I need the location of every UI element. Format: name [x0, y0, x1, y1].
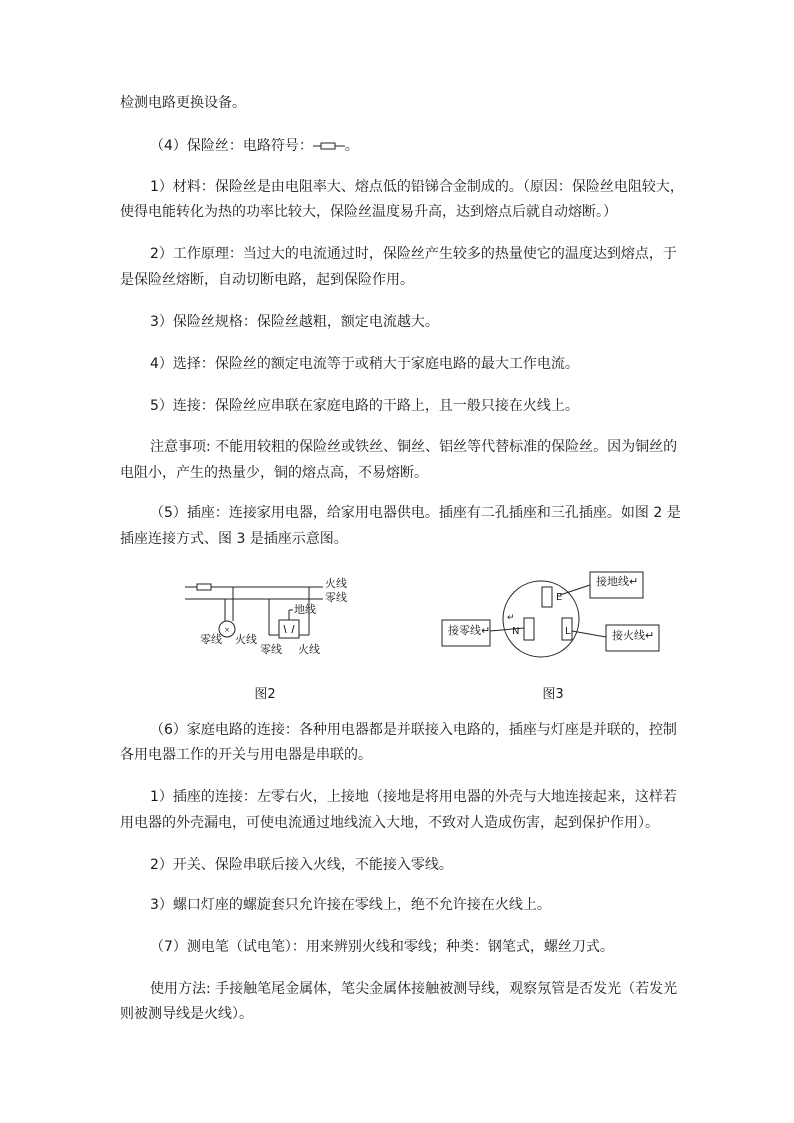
- text-line: 是保险丝熔断，自动切断电路，起到保险作用。: [120, 272, 414, 288]
- text-line: 1）材料：保险丝是由电阻率大、熔点低的铅锑合金制成的。（原因：保险丝电阻较大，: [150, 179, 684, 195]
- ground-pin-hole: [542, 587, 552, 607]
- text-line: 使得电能转化为热的功率比较大，保险丝温度易升高，达到熔点后就自动熔断。）: [120, 204, 617, 220]
- fuse-heading-end: 。: [344, 138, 359, 154]
- socket-icon: [279, 620, 299, 638]
- text-line: （7）测电笔（试电笔）：用来辨别火线和零线；种类：钢笔式，螺丝刀式。: [150, 939, 614, 955]
- text-line: 5）连接：保险丝应串联在家庭电路的干路上，且一般只接在火线上。: [150, 398, 579, 414]
- text-line: 3）保险丝规格：保险丝越粗，额定电流越大。: [150, 314, 439, 330]
- fig2-socket-neutral-label: 零线: [260, 643, 282, 656]
- fig2-lamp-neutral-label: 零线: [200, 633, 222, 646]
- fuse-heading: [150, 136, 359, 156]
- fuse-symbol-icon: [313, 140, 345, 152]
- text-line: 各用电器工作的开关与用电器是串联的。: [120, 747, 372, 763]
- text-line: 1）插座的连接：左零右火，上接地（接地是将用电器的外壳与大地连接起来，这样若: [150, 789, 677, 805]
- text-line: （6）家庭电路的连接：各种用电器都是并联接入电路的，插座与灯座是并联的，控制: [150, 722, 677, 738]
- fig2-ground-label: 地线: [294, 603, 316, 616]
- fig3-ground-label: 接地线↵: [596, 575, 639, 588]
- figure-2-caption: 图2: [254, 687, 276, 702]
- fig2-socket-live-label: 火线: [298, 643, 320, 656]
- text-line: 检测电路更换设备。: [120, 95, 246, 111]
- text-line: 2）工作原理：当过大的电流通过时，保险丝产生较多的热量使它的温度达到熔点，于: [150, 246, 677, 262]
- text-line: （5）插座：连接家用电器，给家用电器供电。插座有二孔插座和三孔插座。如图 2 是: [150, 505, 681, 521]
- text-line: 3）螺口灯座的螺旋套只允许接在零线上，绝不允许接在火线上。: [150, 897, 551, 913]
- text-line: 使用方法: 手接触笔尾金属体，笔尖金属体接触被测导线，观察氖管是否发光（若发光: [150, 981, 678, 997]
- fig3-neutral-label: 接零线↵: [448, 624, 491, 637]
- text-line: 用电器的外壳漏电，可使电流通过地线流入大地，不致对人造成伤害，起到保护作用）。: [120, 815, 659, 831]
- text-line: 2）开关、保险串联后接入火线，不能接入零线。: [150, 857, 453, 873]
- text-line: 插座连接方式、图 3 是插座示意图。: [120, 531, 348, 547]
- fuse-heading-text: （4）保险丝：电路符号：: [150, 138, 313, 154]
- text-line: 4）选择：保险丝的额定电流等于或稍大于家庭电路的最大工作电流。: [150, 356, 579, 372]
- svg-text:×: ×: [224, 626, 230, 634]
- fig2-lamp-live-label: 火线: [235, 633, 257, 646]
- figure-3-caption: 图3: [542, 687, 564, 702]
- neutral-pin-hole: [524, 618, 534, 640]
- fig2-neutral-label: 零线: [325, 591, 347, 604]
- fuse-icon: [197, 584, 211, 590]
- fig3-n-label: N: [512, 626, 520, 637]
- fig3-return-mark: ↵: [507, 613, 515, 623]
- fig2-live-label: 火线: [325, 577, 347, 590]
- text-line: 电阻小，产生的热量少，铜的熔点高，不易熔断。: [120, 465, 428, 481]
- text-line: 则被测导线是火线）。: [120, 1006, 253, 1022]
- text-line: 注意事项: 不能用较粗的保险丝或铁丝、铜丝、铝丝等代替标准的保险丝。因为铜丝的: [150, 439, 678, 455]
- fig3-l-label: L: [565, 626, 571, 637]
- fig3-e-label: E: [556, 592, 563, 603]
- fig3-live-label: 接火线↵: [612, 629, 655, 642]
